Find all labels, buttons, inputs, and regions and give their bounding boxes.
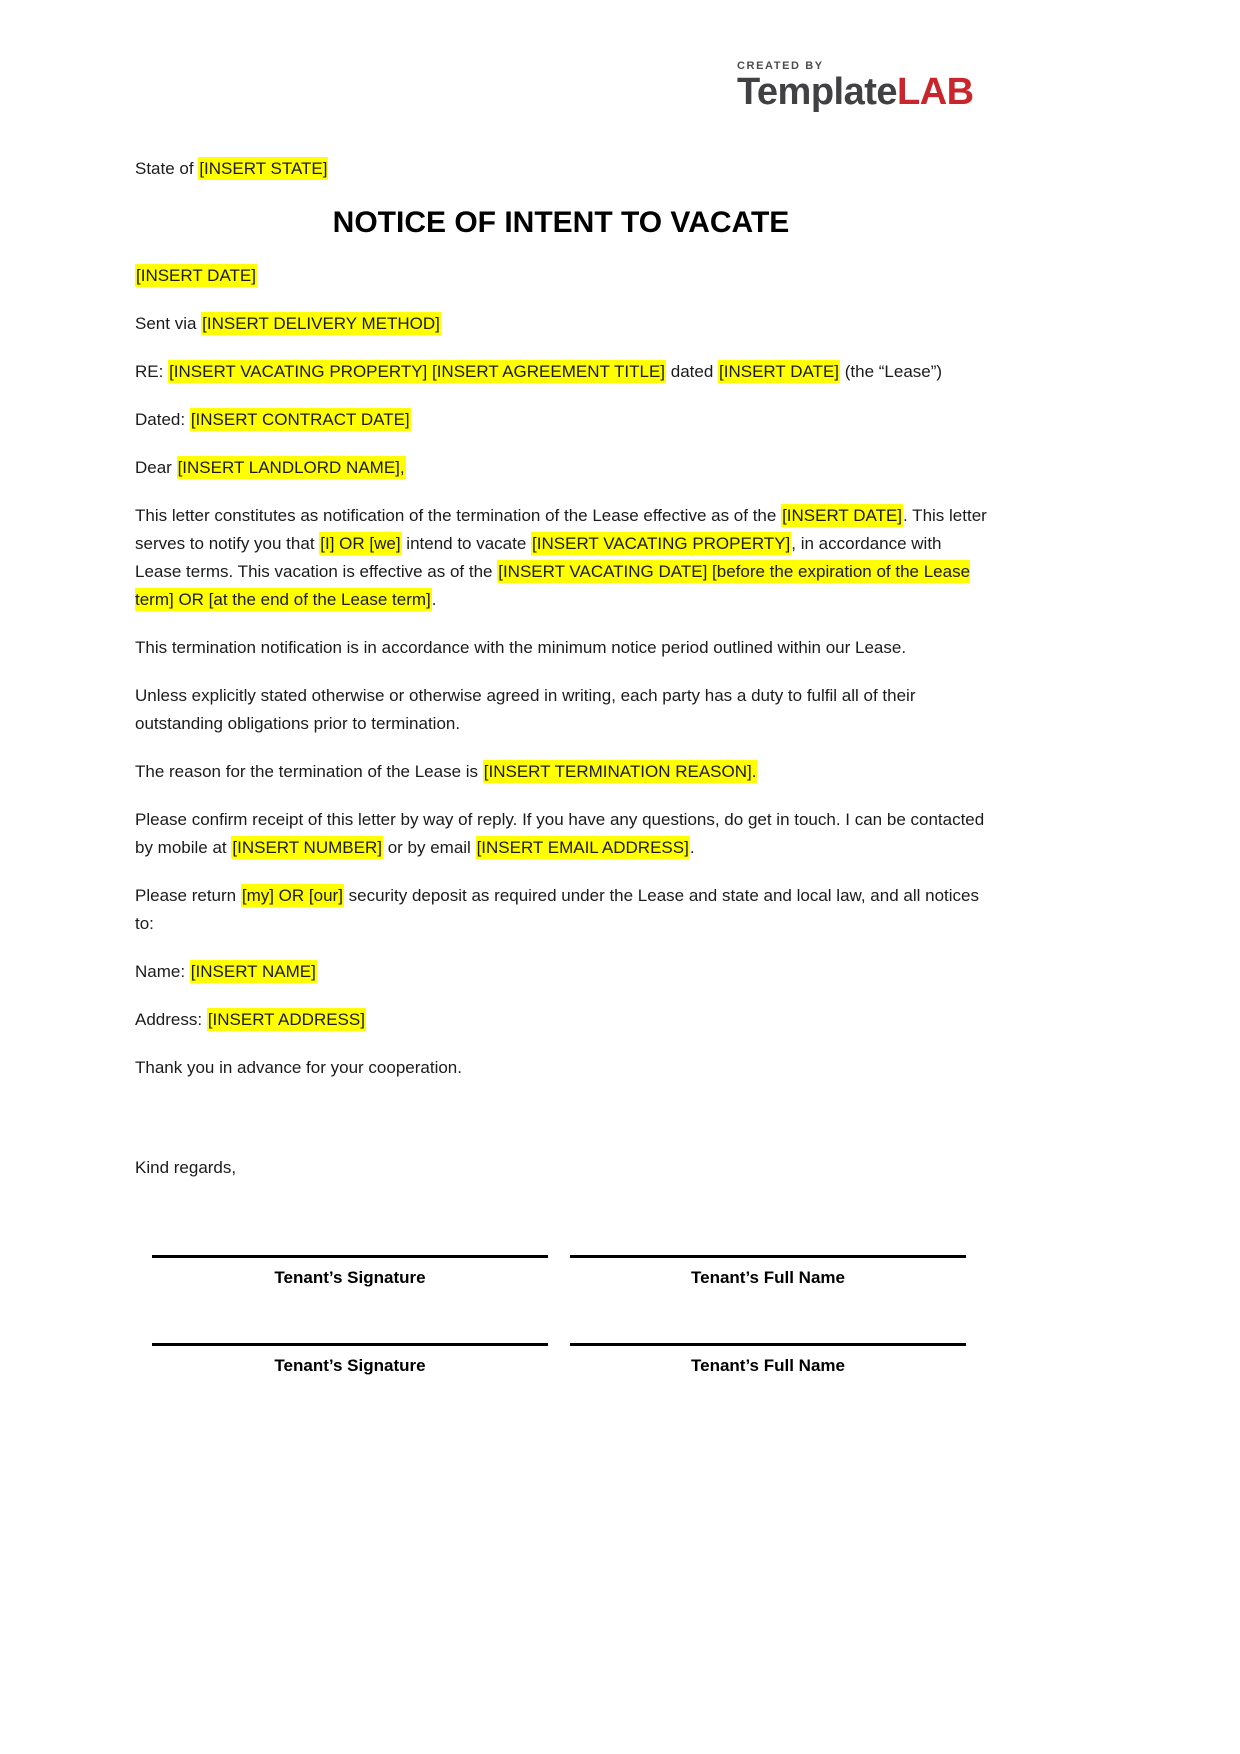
letter-text: Unless explicitly stated otherwise or otherwise agreed in writing, each party has a duty to fulfil all of their outstanding obligations prior to termination. — [135, 686, 916, 733]
placeholder-highlight: [INSERT VACATING PROPERTY] [INSERT AGREEMENT TITLE] — [169, 362, 666, 381]
templatelab-logo — [737, 60, 974, 113]
letter-text: (the “Lease”) — [840, 362, 943, 381]
letter-text: Thank you in advance for your cooperation. — [135, 1058, 462, 1077]
placeholder-highlight: [INSERT DELIVERY METHOD] — [202, 314, 440, 333]
placeholder-highlight: [INSERT VACATING DATE] [before the expiration of the Lease term] OR [at the end of the Lease term] — [135, 562, 971, 609]
signature-label: Tenant’s Signature — [274, 1268, 426, 1287]
letter-text: intend to vacate — [401, 534, 532, 553]
signature-label: Tenant’s Signature — [274, 1356, 426, 1375]
paragraph-13 — [135, 1006, 987, 1034]
brand-template-text: Template — [737, 71, 898, 113]
letter-text: or by email — [382, 838, 476, 857]
brand-wordmark — [737, 73, 974, 113]
signature-row-2 — [152, 1343, 987, 1380]
document-title: NOTICE OF INTENT TO VACATE — [332, 206, 790, 239]
letter-text: Sent via — [135, 314, 202, 333]
paragraph-9 — [135, 758, 987, 786]
letter-text: dated — [666, 362, 719, 381]
placeholder-highlight: [INSERT ADDRESS] — [207, 1010, 365, 1029]
placeholder-highlight: [INSERT LANDLORD NAME], — [177, 458, 405, 477]
paragraph-12 — [135, 958, 987, 986]
paragraph-6 — [135, 502, 987, 614]
paragraph-14 — [135, 1054, 987, 1082]
letter-text: . — [689, 838, 695, 857]
letter-text: This letter constitutes as notification of the termination of the Lease effective as of the — [135, 506, 782, 525]
tenant-full-name-cell — [570, 1255, 966, 1292]
signature-block — [152, 1255, 987, 1380]
tenant-signature-cell — [152, 1255, 548, 1292]
placeholder-highlight: [INSERT CONTRACT DATE] — [190, 410, 410, 429]
placeholder-highlight: [INSERT DATE] — [136, 266, 256, 285]
paragraph-7 — [135, 634, 987, 662]
letter-text: Dated: — [135, 410, 190, 429]
placeholder-highlight: [INSERT NAME] — [190, 962, 316, 981]
brand-lab-text: LAB — [897, 71, 974, 113]
paragraph-3 — [135, 358, 987, 386]
paragraph-8 — [135, 682, 987, 738]
placeholder-highlight: [I] OR [we] — [320, 534, 401, 553]
letter-text: Please return — [135, 886, 241, 905]
tenant-full-name-cell — [570, 1343, 966, 1380]
tenant-signature-cell — [152, 1343, 548, 1380]
placeholder-highlight: [INSERT EMAIL ADDRESS] — [476, 838, 689, 857]
placeholder-highlight: [INSERT STATE] — [199, 159, 328, 178]
letter-text: Dear — [135, 458, 177, 477]
letter-text: Please confirm receipt of this letter by way of reply. If you have any questions, do get in touch. I can be contacted by mobile at — [135, 810, 985, 857]
closing-line: Kind regards, — [135, 1158, 237, 1177]
letter-text: State of — [135, 159, 199, 178]
letter-text: . — [431, 590, 437, 609]
letter-text: Address: — [135, 1010, 207, 1029]
placeholder-highlight: [INSERT DATE] — [719, 362, 840, 381]
letter-text: This termination notification is in accordance with the minimum notice period outlined within our Lease. — [135, 638, 907, 657]
letter-text: security deposit as required under the Lease and state and local law, and all notices to: — [135, 886, 979, 933]
letter-text: The reason for the termination of the Lease is — [135, 762, 483, 781]
paragraph-4 — [135, 406, 987, 434]
paragraph-2 — [135, 310, 987, 338]
created-by-label: CREATED BY — [737, 60, 824, 72]
letter-text: Name: — [135, 962, 190, 981]
placeholder-highlight: [INSERT TERMINATION REASON]. — [483, 762, 757, 781]
paragraph-5 — [135, 454, 987, 482]
paragraph-10 — [135, 806, 987, 862]
placeholder-highlight: [INSERT NUMBER] — [232, 838, 382, 857]
placeholder-highlight: [INSERT VACATING PROPERTY] — [532, 534, 791, 553]
signature-row-1 — [152, 1255, 987, 1292]
signature-label: Tenant’s Full Name — [691, 1268, 845, 1287]
letter-text: . This letter serves to notify you that — [135, 506, 987, 553]
paragraph-11 — [135, 882, 987, 938]
placeholder-highlight: [my] OR [our] — [241, 886, 343, 905]
letter-body — [135, 262, 987, 1082]
signature-label: Tenant’s Full Name — [691, 1356, 845, 1375]
placeholder-highlight: [INSERT DATE] — [782, 506, 903, 525]
letter-text: , in accordance with Lease terms. This vacation is effective as of the — [135, 534, 942, 581]
state-line — [135, 155, 987, 183]
paragraph-1 — [135, 262, 987, 290]
letter-content — [135, 155, 987, 1431]
letter-text: RE: — [135, 362, 169, 381]
